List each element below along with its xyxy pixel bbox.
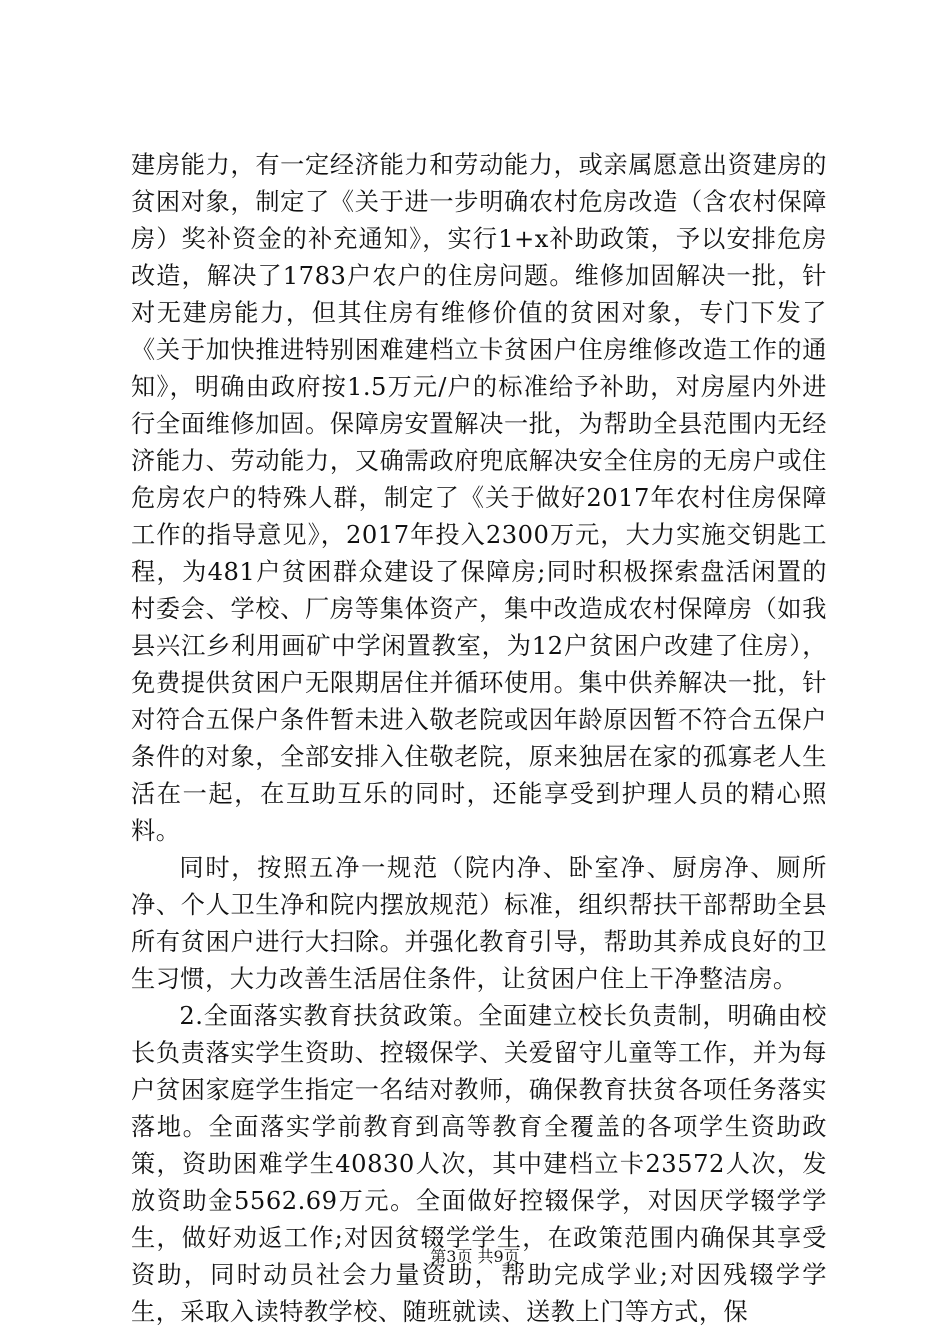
document-body (131, 147, 827, 1331)
page-number-label: 第3页 共9页 (430, 1247, 520, 1266)
paragraph-education-policy: 2.全面落实教育扶贫政策。全面建立校长负责制，明确由校长负责落实学生资助、控辍保学、关爱留守儿童等工作，并为每户贫困家庭学生指定一名结对教师，确保教育扶贫各项任务落实落地。全面落实学前教育到高等教育全覆盖的各项学生资助政策，资助困难学生40830人次，其中建档立卡23572人次，发放资助金5562.69万元。全面做好控辍保学，对因厌学辍学学生，做好劝返工作;对因贫辍学学生，在政策范围内确保其享受资助，同时动员社会力量资助，帮助完成学业;对因残辍学学生，采取入读特教学校、随班就读、送教上门等方式，保 (131, 1002, 827, 1326)
paragraph-cleanliness: 同时，按照五净一规范（院内净、卧室净、厨房净、厕所净、个人卫生净和院内摆放规范）标准，组织帮扶干部帮助全县所有贫困户进行大扫除。并强化教育引导，帮助其养成良好的卫生习惯，大力改善生活居住条件，让贫困户住上干净整洁房。 (131, 854, 827, 993)
page-footer (0, 1245, 950, 1269)
paragraph-housing-continued: 建房能力，有一定经济能力和劳动能力，或亲属愿意出资建房的贫困对象，制定了《关于进一步明确农村危房改造（含农村保障房）奖补资金的补充通知》，实行1+x补助政策，予以安排危房改造，解决了1783户农户的住房问题。维修加固解决一批，针对无建房能力，但其住房有维修价值的贫困对象，专门下发了《关于加快推进特别困难建档立卡贫困户住房维修改造工作的通知》，明确由政府按1.5万元/户的标准给予补助，对房屋内外进行全面维修加固。保障房安置解决一批，为帮助全县范围内无经济能力、劳动能力，又确需政府兜底解决安全住房的无房户或住危房农户的特殊人群，制定了《关于做好2017年农村住房保障工作的指导意见》，2017年投入2300万元，大力实施交钥匙工程，为481户贫困群众建设了保障房;同时积极探索盘活闲置的村委会、学校、厂房等集体资产，集中改造成农村保障房（如我县兴江乡利用画矿中学闲置教室，为12户贫困户改建了住房），免费提供贫困户无限期居住并循环使用。集中供养解决一批，针对符合五保户条件暂未进入敬老院或因年龄原因暂不符合五保户条件的对象，全部安排入住敬老院，原来独居在家的孤寡老人生活在一起，在互助互乐的同时，还能享受到护理人员的精心照料。 (131, 151, 827, 845)
